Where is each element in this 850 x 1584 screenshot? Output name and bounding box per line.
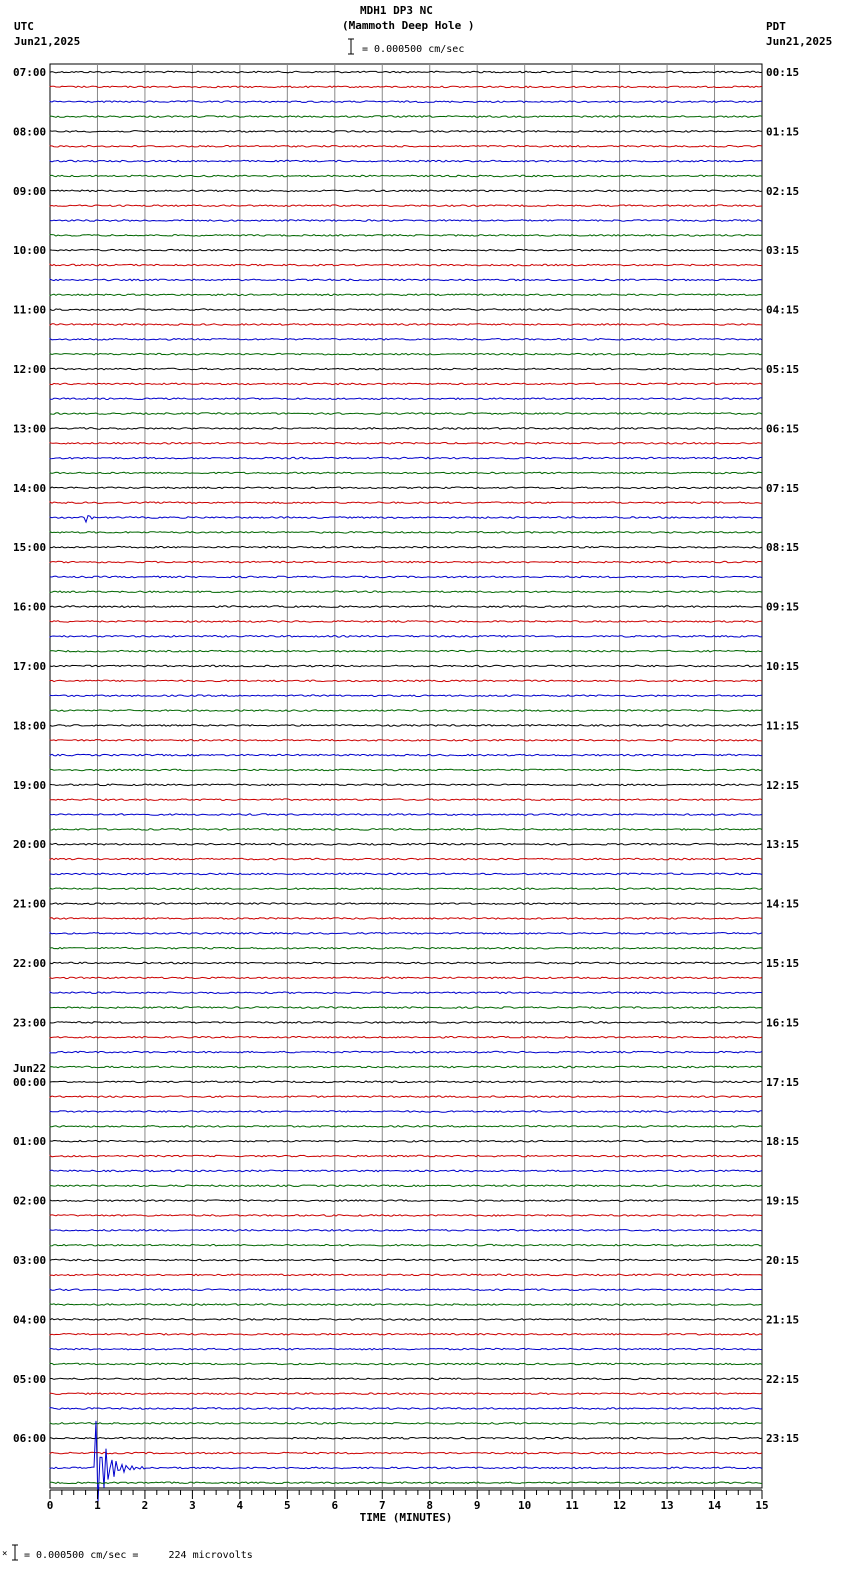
trace-line	[50, 843, 762, 845]
pdt-hour-label: 01:15	[766, 125, 800, 139]
x-tick-label: 2	[141, 1499, 149, 1512]
pdt-hour-label: 12:15	[766, 778, 800, 792]
left-date: Jun21,2025	[14, 35, 81, 48]
utc-hour-label: 10:00	[13, 244, 47, 258]
pdt-hour-label: 13:15	[766, 838, 800, 852]
trace-line	[50, 829, 762, 831]
trace-line	[50, 576, 762, 578]
x-tick-label: 6	[331, 1499, 339, 1512]
trace-line	[50, 1304, 762, 1306]
x-tick-label: 8	[426, 1499, 434, 1512]
x-tick-label: 15	[755, 1499, 769, 1512]
trace-line	[50, 383, 762, 385]
utc-hour-label: 08:00	[13, 125, 47, 139]
utc-hour-label: 01:00	[13, 1135, 47, 1149]
trace-line	[50, 769, 762, 771]
trace-line	[50, 472, 762, 474]
trace-line	[50, 516, 762, 523]
pdt-hour-label: 19:15	[766, 1194, 800, 1208]
trace-line	[50, 1007, 762, 1009]
pdt-hour-label: 00:15	[766, 66, 800, 79]
trace-line	[50, 680, 762, 682]
trace-line	[50, 1244, 762, 1246]
trace-line	[50, 1319, 762, 1321]
x-tick-label: 12	[612, 1499, 627, 1512]
trace-line	[50, 1022, 762, 1024]
x-tick-label: 9	[473, 1499, 481, 1512]
trace-line	[50, 591, 762, 593]
trace-line	[50, 190, 762, 192]
date-change-label: Jun22	[13, 1061, 47, 1075]
pdt-hour-label: 04:15	[766, 303, 800, 317]
trace-line	[50, 1259, 762, 1261]
trace-line	[50, 428, 762, 430]
pdt-hour-label: 03:15	[766, 244, 800, 258]
x-tick-label: 11	[565, 1499, 579, 1512]
scale-label: = 0.000500 cm/sec	[362, 44, 465, 55]
trace-line	[50, 814, 762, 816]
utc-hour-label: 03:00	[13, 1254, 47, 1267]
utc-hour-label: 16:00	[13, 600, 47, 614]
trace-line	[50, 650, 762, 652]
utc-hour-label: 12:00	[13, 363, 47, 376]
utc-hour-label: 23:00	[13, 1016, 47, 1030]
pdt-hour-label: 20:15	[766, 1254, 800, 1267]
trace-line	[50, 264, 762, 266]
utc-hour-label: 04:00	[13, 1313, 47, 1327]
trace-line	[50, 160, 762, 162]
pdt-hour-label: 17:15	[766, 1075, 800, 1089]
trace-line	[50, 1200, 762, 1202]
pdt-hour-label: 15:15	[766, 957, 800, 970]
trace-line	[50, 665, 762, 667]
pdt-hour-label: 05:15	[766, 363, 800, 376]
x-tick-label: 14	[707, 1499, 722, 1512]
pdt-hour-label: 22:15	[766, 1372, 800, 1386]
x-tick-label: 13	[660, 1499, 674, 1512]
trace-line	[50, 220, 762, 222]
x-tick-label: 5	[284, 1499, 291, 1512]
trace-line	[50, 636, 762, 638]
right-date: Jun21,2025	[766, 35, 833, 48]
trace-line	[50, 1185, 762, 1187]
pdt-hour-label: 11:15	[766, 719, 800, 733]
trace-line	[50, 1408, 762, 1410]
footer-calibration: = 0.000500 cm/sec = 224 microvolts	[24, 1550, 253, 1561]
trace-line	[50, 294, 762, 296]
trace-line	[50, 784, 762, 786]
x-tick-label: 7	[378, 1499, 386, 1512]
trace-line	[50, 1215, 762, 1217]
trace-line	[50, 1423, 762, 1425]
trace-line	[50, 116, 762, 118]
trace-line	[50, 101, 762, 103]
pdt-hour-label: 10:15	[766, 660, 800, 673]
trace-line	[50, 443, 762, 445]
trace-line	[50, 146, 762, 148]
x-axis-title: TIME (MINUTES)	[359, 1511, 453, 1524]
utc-hour-label: 07:00	[13, 66, 47, 79]
trace-line	[50, 546, 762, 548]
trace-line	[50, 1111, 762, 1113]
trace-line	[50, 947, 762, 949]
right-timezone: PDT	[766, 20, 786, 33]
trace-line	[50, 695, 762, 697]
trace-line	[50, 621, 762, 623]
trace-line	[50, 1482, 762, 1484]
trace-line	[50, 1140, 762, 1142]
trace-line	[50, 933, 762, 935]
utc-hour-label: 22:00	[13, 957, 47, 970]
footer-marker: ×	[2, 1549, 8, 1559]
x-tick-label: 4	[236, 1499, 244, 1512]
trace-line	[50, 918, 762, 920]
trace-line	[50, 977, 762, 979]
trace-line	[50, 205, 762, 207]
utc-hour-label: 05:00	[13, 1372, 47, 1386]
trace-line	[50, 235, 762, 237]
pdt-hour-label: 14:15	[766, 897, 800, 911]
trace-line	[50, 353, 762, 355]
trace-line	[50, 606, 762, 608]
station-title: MDH1 DP3 NC	[360, 4, 433, 17]
trace-line	[50, 1437, 762, 1439]
x-tick-label: 0	[46, 1499, 54, 1512]
trace-line	[50, 561, 762, 563]
utc-hour-label: 15:00	[13, 541, 47, 555]
pdt-hour-label: 16:15	[766, 1016, 800, 1030]
trace-line	[50, 175, 762, 177]
utc-hour-label: 02:00	[13, 1194, 47, 1208]
trace-line	[50, 532, 762, 534]
pdt-hour-label: 09:15	[766, 600, 800, 614]
trace-line	[50, 1230, 762, 1232]
trace-line	[50, 131, 762, 133]
trace-line	[50, 992, 762, 994]
trace-line	[50, 1170, 762, 1172]
trace-line	[50, 487, 762, 489]
utc-hour-label: 18:00	[13, 719, 47, 733]
pdt-hour-label: 06:15	[766, 422, 800, 436]
trace-line	[50, 1037, 762, 1039]
trace-line	[50, 1393, 762, 1395]
trace-line	[50, 1126, 762, 1128]
utc-hour-label: 06:00	[13, 1432, 47, 1446]
trace-line	[50, 1348, 762, 1350]
trace-line	[50, 710, 762, 712]
x-tick-label: 1	[94, 1499, 101, 1512]
trace-line	[50, 1363, 762, 1365]
trace-line	[50, 858, 762, 860]
trace-line	[50, 1378, 762, 1380]
trace-line	[50, 309, 762, 311]
pdt-hour-label: 07:15	[766, 481, 800, 495]
pdt-hour-label: 21:15	[766, 1313, 800, 1327]
trace-line	[50, 888, 762, 890]
utc-hour-label: 19:00	[13, 778, 47, 792]
trace-line	[50, 1066, 762, 1068]
trace-line	[50, 249, 762, 251]
utc-hour-label: 17:00	[13, 660, 47, 673]
x-tick-label: 10	[518, 1499, 532, 1512]
trace-line	[50, 873, 762, 875]
trace-line	[50, 413, 762, 415]
trace-line	[50, 1452, 762, 1454]
pdt-hour-label: 08:15	[766, 541, 800, 555]
pdt-hour-label: 02:15	[766, 184, 800, 198]
pdt-hour-label: 18:15	[766, 1135, 800, 1149]
station-location: (Mammoth Deep Hole )	[342, 19, 475, 32]
trace-line	[50, 279, 762, 281]
trace-line	[50, 740, 762, 742]
pdt-hour-label: 23:15	[766, 1432, 800, 1446]
trace-line	[50, 1096, 762, 1098]
trace-line	[50, 1289, 762, 1291]
trace-line	[50, 398, 762, 400]
utc-hour-label: 11:00	[13, 303, 47, 317]
trace-line	[50, 339, 762, 341]
utc-hour-label: 20:00	[13, 838, 47, 852]
trace-line	[50, 903, 762, 905]
trace-line	[50, 1081, 762, 1083]
trace-line	[50, 1274, 762, 1276]
left-timezone: UTC	[14, 20, 34, 33]
trace-line	[50, 754, 762, 756]
trace-line	[50, 725, 762, 727]
utc-hour-label: 13:00	[13, 422, 47, 436]
trace-line	[50, 1155, 762, 1157]
utc-hour-label: 14:00	[13, 481, 47, 495]
trace-line	[50, 457, 762, 459]
footer-scale-bar-icon	[10, 1544, 20, 1562]
trace-line	[50, 324, 762, 326]
x-tick-label: 3	[189, 1499, 196, 1512]
trace-line	[50, 502, 762, 504]
utc-hour-label: 21:00	[13, 897, 47, 911]
trace-line	[50, 71, 762, 73]
trace-line	[50, 1051, 762, 1053]
utc-hour-label: 09:00	[13, 184, 47, 198]
trace-line	[50, 86, 762, 88]
trace-line	[50, 962, 762, 964]
utc-hour-label: 00:00	[13, 1075, 47, 1089]
trace-line	[50, 368, 762, 370]
trace-line	[50, 799, 762, 801]
trace-line	[50, 1334, 762, 1336]
